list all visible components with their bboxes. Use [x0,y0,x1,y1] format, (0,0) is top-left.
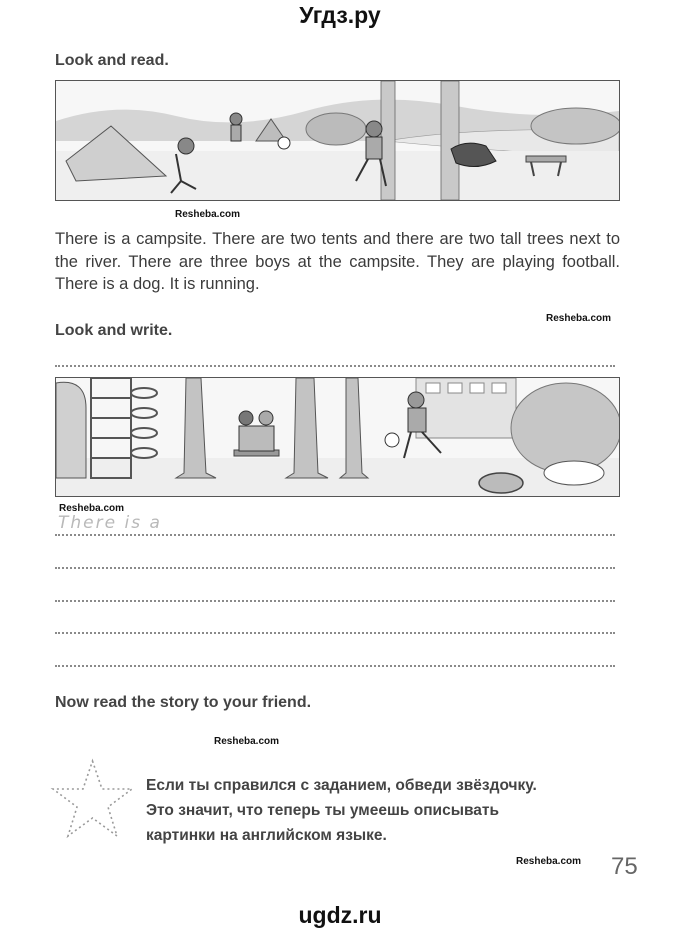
heading-look-and-write: Look and write. [55,322,173,339]
heading-read-to-friend: Now read the story to your friend. [55,694,312,711]
story-text: There is a campsite. There are two tents and there are two tall trees next to the river. There are three boys at the campsite. They are playing football. There is a dog. It is running. [55,230,620,293]
watermark: Resheba.com [175,209,241,220]
note-line-1: Если ты справился с заданием, обведи звёздочку. [146,777,537,794]
writing-line[interactable] [55,600,615,602]
writing-line[interactable] [55,534,615,536]
writing-line[interactable] [55,665,615,667]
heading-look-and-read: Look and read. [55,52,169,69]
writing-line[interactable] [55,632,615,634]
page-number: 75 [611,853,638,880]
site-footer: ugdz.ru [298,902,382,928]
site-header: Угдз.ру [299,2,381,28]
writing-line[interactable] [55,365,615,367]
note-line-2: Это значит, что теперь ты умеешь описывать [146,802,500,819]
handwritten-answer: There is a [58,513,162,533]
note-line-3: картинки на английском языке. [146,827,387,844]
campsite-illustration [55,80,620,201]
watermark: Resheba.com [214,736,280,747]
watermark: Resheba.com [516,856,582,867]
watermark: Resheba.com [546,313,612,324]
park-illustration [55,377,620,497]
star-outline-icon[interactable] [50,758,135,840]
writing-line[interactable] [55,567,615,569]
watermark: Resheba.com [59,503,125,514]
instruction-note [146,773,537,848]
